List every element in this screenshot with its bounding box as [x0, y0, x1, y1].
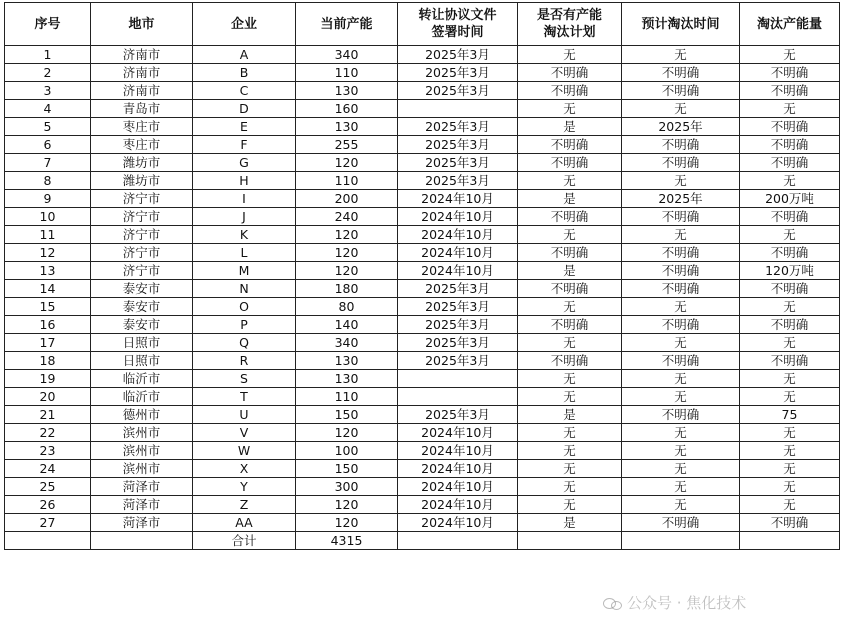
table-cell: 不明确	[740, 208, 840, 226]
table-row	[5, 172, 840, 190]
table-cell: 120	[296, 514, 398, 532]
table-cell: 7	[5, 154, 91, 172]
table-cell: 无	[518, 334, 622, 352]
table-cell: 不明确	[740, 154, 840, 172]
table-cell: W	[193, 442, 296, 460]
table-cell: O	[193, 298, 296, 316]
table-row	[5, 388, 840, 406]
table-cell: 不明确	[622, 136, 740, 154]
table-row	[5, 46, 840, 64]
table-cell: 无	[740, 226, 840, 244]
table-row	[5, 64, 840, 82]
table-cell: 不明确	[622, 64, 740, 82]
column-header	[622, 3, 740, 46]
table-cell: 2025年	[622, 118, 740, 136]
table-cell: 不明确	[518, 352, 622, 370]
table-cell: 10	[5, 208, 91, 226]
table-cell: 2025年	[622, 190, 740, 208]
table-cell: 无	[518, 46, 622, 64]
table-cell: 无	[740, 334, 840, 352]
table-cell: 枣庄市	[91, 136, 193, 154]
table-cell: L	[193, 244, 296, 262]
table-cell: 无	[518, 496, 622, 514]
table-row	[5, 280, 840, 298]
table-cell: 2	[5, 64, 91, 82]
table-cell: 不明确	[518, 154, 622, 172]
table-cell: 无	[518, 100, 622, 118]
column-header	[398, 3, 518, 46]
table-cell: 18	[5, 352, 91, 370]
table-cell: 22	[5, 424, 91, 442]
table-cell	[398, 532, 518, 550]
table-cell	[518, 532, 622, 550]
table-cell: 济宁市	[91, 226, 193, 244]
table-cell: 100	[296, 442, 398, 460]
table-cell: P	[193, 316, 296, 334]
table-cell	[398, 370, 518, 388]
table-cell: 23	[5, 442, 91, 460]
table-cell: 不明确	[518, 136, 622, 154]
table-cell: 无	[622, 172, 740, 190]
table-cell: 130	[296, 82, 398, 100]
table-cell: T	[193, 388, 296, 406]
table-cell: 不明确	[518, 208, 622, 226]
table-header-row	[5, 3, 840, 46]
table-row	[5, 136, 840, 154]
table-cell: 不明确	[740, 82, 840, 100]
table-cell: 4	[5, 100, 91, 118]
table-cell: X	[193, 460, 296, 478]
table-cell: 滨州市	[91, 424, 193, 442]
capacity-table	[4, 2, 840, 550]
table-cell: 无	[518, 298, 622, 316]
table-cell: 2024年10月	[398, 226, 518, 244]
table-row	[5, 190, 840, 208]
table-cell: 150	[296, 406, 398, 424]
table-cell: 2024年10月	[398, 514, 518, 532]
table-cell: 潍坊市	[91, 172, 193, 190]
table-cell: 2025年3月	[398, 136, 518, 154]
table-cell: 无	[740, 424, 840, 442]
table-row	[5, 478, 840, 496]
table-cell: 2024年10月	[398, 190, 518, 208]
table-cell: 无	[622, 442, 740, 460]
table-cell: 是	[518, 190, 622, 208]
table-cell: U	[193, 406, 296, 424]
table-cell: 不明确	[740, 118, 840, 136]
table-row	[5, 424, 840, 442]
table-cell	[5, 532, 91, 550]
table-cell: I	[193, 190, 296, 208]
table-cell: 2025年3月	[398, 280, 518, 298]
table-cell: 不明确	[740, 514, 840, 532]
table-cell	[622, 532, 740, 550]
table-cell: 无	[622, 334, 740, 352]
table-cell: 济宁市	[91, 262, 193, 280]
table-cell: 无	[622, 100, 740, 118]
table-cell: 无	[740, 478, 840, 496]
table-row	[5, 298, 840, 316]
table-row	[5, 154, 840, 172]
table-cell: 24	[5, 460, 91, 478]
table-cell: 不明确	[622, 244, 740, 262]
table-cell: F	[193, 136, 296, 154]
table-cell: 2025年3月	[398, 298, 518, 316]
spreadsheet	[4, 2, 840, 550]
table-row	[5, 352, 840, 370]
table-cell: 济宁市	[91, 244, 193, 262]
table-cell: 340	[296, 46, 398, 64]
table-cell: 9	[5, 190, 91, 208]
table-cell: N	[193, 280, 296, 298]
table-cell: G	[193, 154, 296, 172]
table-row	[5, 82, 840, 100]
table-cell: 120	[296, 154, 398, 172]
table-cell: 无	[740, 298, 840, 316]
table-cell: Q	[193, 334, 296, 352]
table-cell: 不明确	[622, 514, 740, 532]
table-cell: 无	[740, 172, 840, 190]
table-cell: 3	[5, 82, 91, 100]
total-value: 4315	[296, 532, 398, 550]
table-cell: 济南市	[91, 46, 193, 64]
table-cell: 20	[5, 388, 91, 406]
table-row	[5, 244, 840, 262]
table-cell: 19	[5, 370, 91, 388]
table-cell: Z	[193, 496, 296, 514]
table-cell: 青岛市	[91, 100, 193, 118]
table-cell: 80	[296, 298, 398, 316]
table-cell: 240	[296, 208, 398, 226]
table-cell: 泰安市	[91, 280, 193, 298]
table-cell: 无	[740, 460, 840, 478]
table-cell: 不明确	[740, 316, 840, 334]
table-row	[5, 406, 840, 424]
table-cell: 2024年10月	[398, 496, 518, 514]
table-cell: 不明确	[622, 82, 740, 100]
table-cell: 是	[518, 514, 622, 532]
table-cell: 无	[622, 388, 740, 406]
table-cell: 无	[740, 46, 840, 64]
table-cell: 255	[296, 136, 398, 154]
table-cell: 120	[296, 226, 398, 244]
column-header-line: 淘汰产能量	[756, 16, 822, 32]
table-cell: 菏泽市	[91, 496, 193, 514]
table-cell: Y	[193, 478, 296, 496]
column-header	[740, 3, 840, 46]
table-cell: 泰安市	[91, 316, 193, 334]
table-cell: 2024年10月	[398, 208, 518, 226]
table-cell: 不明确	[740, 64, 840, 82]
table-cell: 无	[622, 478, 740, 496]
table-cell: 27	[5, 514, 91, 532]
table-cell: 无	[622, 460, 740, 478]
wechat-icon	[603, 596, 621, 610]
table-cell: 110	[296, 388, 398, 406]
table-row	[5, 442, 840, 460]
table-cell: E	[193, 118, 296, 136]
table-cell: 2025年3月	[398, 352, 518, 370]
table-cell: 2024年10月	[398, 244, 518, 262]
table-cell: 120	[296, 244, 398, 262]
table-cell: 26	[5, 496, 91, 514]
total-label: 合计	[193, 532, 296, 550]
table-cell: 不明确	[622, 406, 740, 424]
table-cell: 不明确	[622, 316, 740, 334]
table-cell: 110	[296, 172, 398, 190]
table-cell: 无	[518, 478, 622, 496]
table-cell: 2025年3月	[398, 406, 518, 424]
column-header-line: 地市	[128, 16, 155, 32]
table-cell: 不明确	[622, 154, 740, 172]
watermark-text: 公众号 · 焦化技术	[627, 594, 747, 612]
table-cell: 滨州市	[91, 442, 193, 460]
table-cell: 无	[622, 226, 740, 244]
table-cell: R	[193, 352, 296, 370]
table-cell: 无	[622, 496, 740, 514]
table-cell: 2025年3月	[398, 154, 518, 172]
column-header	[193, 3, 296, 46]
table-cell: 120	[296, 262, 398, 280]
table-row	[5, 316, 840, 334]
table-cell: A	[193, 46, 296, 64]
table-cell: 不明确	[622, 208, 740, 226]
table-cell: 无	[740, 370, 840, 388]
table-cell: 2025年3月	[398, 118, 518, 136]
table-cell: 菏泽市	[91, 514, 193, 532]
table-cell: 75	[740, 406, 840, 424]
table-cell: 临沂市	[91, 388, 193, 406]
table-cell: 5	[5, 118, 91, 136]
table-cell: 无	[622, 370, 740, 388]
column-header-line: 序号	[34, 16, 61, 32]
table-cell: D	[193, 100, 296, 118]
table-cell: 1	[5, 46, 91, 64]
table-cell: 160	[296, 100, 398, 118]
column-header	[518, 3, 622, 46]
table-cell: 济宁市	[91, 190, 193, 208]
table-cell: 150	[296, 460, 398, 478]
table-cell: C	[193, 82, 296, 100]
table-cell: 2025年3月	[398, 46, 518, 64]
column-header	[296, 3, 398, 46]
table-cell	[398, 388, 518, 406]
table-cell: 200万吨	[740, 190, 840, 208]
table-cell: 济南市	[91, 64, 193, 82]
table-cell: 无	[518, 442, 622, 460]
table-cell: 济宁市	[91, 208, 193, 226]
table-cell: 济南市	[91, 82, 193, 100]
table-cell: 无	[622, 298, 740, 316]
table-cell: 临沂市	[91, 370, 193, 388]
table-row	[5, 334, 840, 352]
table-cell: 2024年10月	[398, 424, 518, 442]
table-cell: 是	[518, 406, 622, 424]
table-cell: 不明确	[740, 136, 840, 154]
column-header	[91, 3, 193, 46]
table-cell: 12	[5, 244, 91, 262]
column-header-line: 企业	[230, 16, 257, 32]
table-cell: 无	[518, 388, 622, 406]
table-cell: 8	[5, 172, 91, 190]
table-cell: 无	[518, 370, 622, 388]
table-cell: 不明确	[622, 280, 740, 298]
table-cell: 无	[740, 100, 840, 118]
table-cell: 菏泽市	[91, 478, 193, 496]
table-cell: 是	[518, 118, 622, 136]
table-cell: 11	[5, 226, 91, 244]
table-cell: 2025年3月	[398, 334, 518, 352]
table-cell: 无	[740, 388, 840, 406]
table-cell: 日照市	[91, 334, 193, 352]
table-row	[5, 460, 840, 478]
table-cell: 无	[518, 460, 622, 478]
column-header-line: 预计淘汰时间	[641, 16, 720, 32]
table-cell: 2025年3月	[398, 316, 518, 334]
table-cell: 140	[296, 316, 398, 334]
column-header-line: 转让协议文件	[418, 8, 497, 23]
table-cell: 21	[5, 406, 91, 424]
table-cell: 110	[296, 64, 398, 82]
table-cell: 2025年3月	[398, 172, 518, 190]
table-cell: K	[193, 226, 296, 244]
table-cell: 无	[622, 46, 740, 64]
table-cell: B	[193, 64, 296, 82]
table-row	[5, 226, 840, 244]
table-cell: 2025年3月	[398, 64, 518, 82]
total-row	[5, 532, 840, 550]
table-cell: 120	[296, 496, 398, 514]
table-cell: 15	[5, 298, 91, 316]
table-cell: 14	[5, 280, 91, 298]
table-cell: 不明确	[518, 82, 622, 100]
table-cell: 2024年10月	[398, 442, 518, 460]
table-cell: 不明确	[518, 64, 622, 82]
table-cell: 130	[296, 352, 398, 370]
table-cell: 130	[296, 118, 398, 136]
column-header-line: 是否有产能	[536, 8, 602, 23]
column-header-line: 签署时间	[431, 25, 484, 40]
table-row	[5, 370, 840, 388]
table-cell: 不明确	[622, 262, 740, 280]
table-cell: 2025年3月	[398, 82, 518, 100]
table-cell: 不明确	[740, 280, 840, 298]
table-row	[5, 100, 840, 118]
table-cell: 13	[5, 262, 91, 280]
table-cell: 无	[518, 226, 622, 244]
table-cell	[398, 100, 518, 118]
table-cell: 是	[518, 262, 622, 280]
table-cell: 不明确	[518, 316, 622, 334]
table-cell	[740, 532, 840, 550]
table-cell: J	[193, 208, 296, 226]
column-header-line: 淘汰计划	[543, 25, 596, 40]
table-cell: M	[193, 262, 296, 280]
table-cell: 泰安市	[91, 298, 193, 316]
table-cell: 2024年10月	[398, 478, 518, 496]
table-cell: 不明确	[622, 352, 740, 370]
column-header	[5, 3, 91, 46]
table-row	[5, 514, 840, 532]
table-cell: V	[193, 424, 296, 442]
table-cell: 120万吨	[740, 262, 840, 280]
table-cell: 200	[296, 190, 398, 208]
table-cell: 6	[5, 136, 91, 154]
table-row	[5, 208, 840, 226]
table-cell: 滨州市	[91, 460, 193, 478]
table-cell: 无	[518, 424, 622, 442]
table-cell: 德州市	[91, 406, 193, 424]
table-body	[5, 46, 840, 550]
table-cell: 不明确	[518, 280, 622, 298]
table-cell: AA	[193, 514, 296, 532]
table-cell: S	[193, 370, 296, 388]
table-cell: 2024年10月	[398, 262, 518, 280]
table-cell: 2024年10月	[398, 460, 518, 478]
table-cell: 无	[740, 496, 840, 514]
table-cell: 180	[296, 280, 398, 298]
table-cell: 130	[296, 370, 398, 388]
table-cell: 无	[740, 442, 840, 460]
table-cell: 潍坊市	[91, 154, 193, 172]
table-row	[5, 496, 840, 514]
table-cell: 日照市	[91, 352, 193, 370]
table-cell: 120	[296, 424, 398, 442]
table-cell: 17	[5, 334, 91, 352]
table-cell	[91, 532, 193, 550]
table-cell: 不明确	[518, 244, 622, 262]
table-cell: 枣庄市	[91, 118, 193, 136]
table-cell: 340	[296, 334, 398, 352]
table-row	[5, 118, 840, 136]
table-cell: H	[193, 172, 296, 190]
table-cell: 25	[5, 478, 91, 496]
table-cell: 无	[518, 172, 622, 190]
column-header-line: 当前产能	[320, 16, 373, 32]
table-cell: 300	[296, 478, 398, 496]
table-cell: 不明确	[740, 352, 840, 370]
table-cell: 无	[622, 424, 740, 442]
watermark	[603, 592, 746, 613]
table-cell: 16	[5, 316, 91, 334]
table-cell: 不明确	[740, 244, 840, 262]
table-row	[5, 262, 840, 280]
